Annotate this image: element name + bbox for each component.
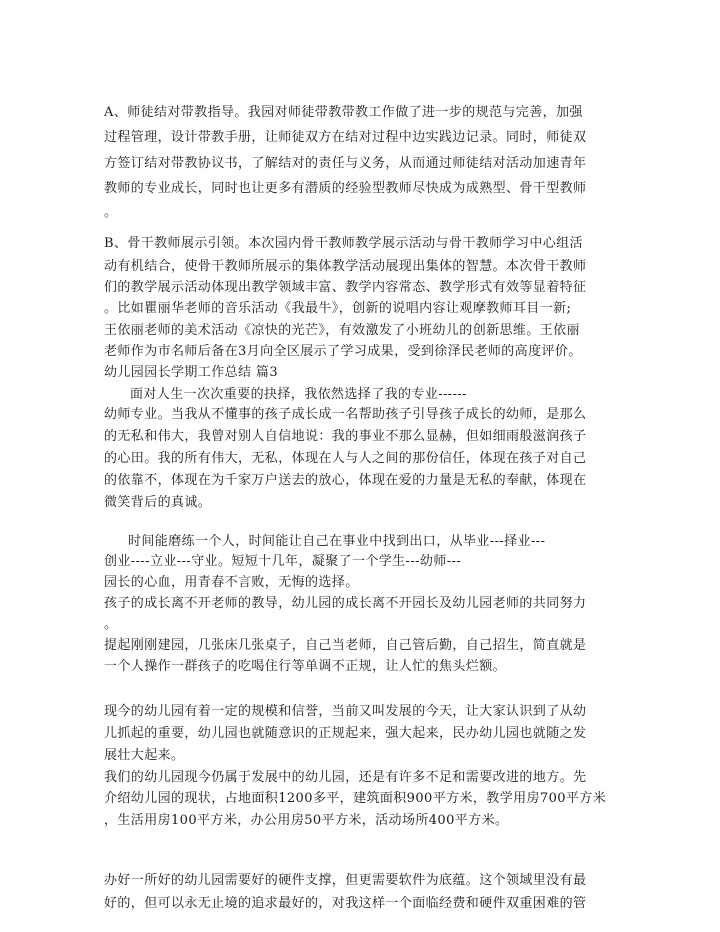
text-line: 。比如瞿丽华老师的音乐活动《我最牛》，创新的说唱内容让观摩教师耳目一新; bbox=[104, 301, 572, 316]
text-line: 。 bbox=[104, 617, 118, 632]
text-line: 现今的幼儿园有着一定的规模和信誉，当前又叫发展的今天，让大家认识到了从幼 bbox=[104, 704, 587, 719]
text-line: 好的，但可以永无止境的追求最好的，对我这样一个面临经费和硬件双重困难的管 bbox=[104, 896, 587, 911]
text-line: 教师的专业成长，同时也让更多有潜质的经验型教师尽快成为成熟型、骨干型教师 bbox=[104, 181, 587, 196]
text-line: 提起刚刚建园，几张床几张桌子，自己当老师，自己管后勤，自己招生，简直就是 bbox=[104, 638, 587, 653]
text-line: 孩子的成长离不开老师的教导，幼儿园的成长离不开园长及幼儿园老师的共同努力 bbox=[104, 596, 587, 611]
text-line: ，生活用房100平方米，办公用房50平方米，活动场所400平方米。 bbox=[104, 813, 509, 828]
text-line: 办好一所好的幼儿园需要好的硬件支撑，但更需要软件为底蕴。这个领域里没有最 bbox=[104, 873, 587, 888]
text-line: 幼师专业。当我从不懂事的孩子成长成一名帮助孩子引导孩子成长的幼师，是那么 bbox=[104, 407, 587, 422]
text-line: A、师徒结对带教指导。我园对师徒带教带教工作做了进一步的规范与完善，加强 bbox=[104, 105, 583, 120]
text-line: 时间能磨练一个人，时间能让自己在事业中找到出口，从毕业---择业--- bbox=[128, 534, 546, 549]
text-line: 方签订结对带教协议书，了解结对的责任与义务，从而通过师徒结对活动加速青年 bbox=[104, 156, 587, 171]
text-line: 我们的幼儿园现今仍属于发展中的幼儿园，还是有许多不足和需要改进的地方。先 bbox=[104, 770, 587, 785]
text-line: 过程管理，设计带教手册，让师徒双方在结对过程中边实践边记录。同时，师徒双 bbox=[104, 130, 587, 145]
text-line: 们的教学展示活动体现出教学领域丰富、教学内容常态、教学形式有效等显着特征 bbox=[104, 280, 587, 295]
text-line: 的心田。我的所有伟大，无私，体现在人与人之间的那份信任，体现在孩子对自己 bbox=[104, 451, 587, 466]
text-line: 儿抓起的重要，幼儿园也就随意识的正规起来，强大起来，民办幼儿园也就随之发 bbox=[104, 726, 587, 741]
text-line: 老师作为市名师后备在3月向全区展示了学习成果，受到徐泽民老师的高度评价。 bbox=[104, 344, 582, 359]
text-line: 园长的心血，用青春不言败，无悔的选择。 bbox=[104, 575, 359, 590]
text-line: 展壮大起来。 bbox=[104, 748, 185, 763]
text-line: 一个人操作一群孩子的吃喝住行等单调不正规，让人忙的焦头烂额。 bbox=[104, 659, 507, 674]
text-line: 面对人生一次次重要的抉择，我依然选择了我的专业------ bbox=[130, 387, 467, 402]
text-line: B、骨干教师展示引领。本次园内骨干教师教学展示活动与骨干教师学习中心组活 bbox=[104, 236, 583, 251]
section-heading: 幼儿园园长学期工作总结 篇3 bbox=[104, 365, 279, 380]
text-line: 王依丽老师的美术活动《凉快的光芒》，有效激发了小班幼儿的创新思维。王依丽 bbox=[104, 323, 580, 338]
text-line: 。 bbox=[104, 205, 118, 220]
text-line: 介绍幼儿园的现状，占地面积1200多平，建筑面积900平方米，教学用房700平方米 bbox=[104, 791, 607, 806]
text-line: 动有机结合，使骨干教师所展示的集体教学活动展现出集体的智慧。本次骨干教师 bbox=[104, 259, 587, 274]
text-line: 的依靠不，体现在为千家万户送去的放心，体现在爱的力量是无私的奉献，体现在 bbox=[104, 473, 587, 488]
text-line: 微笑背后的真诚。 bbox=[104, 495, 212, 510]
text-line: 创业----立业---守业。短短十几年，凝聚了一个学生---幼师--- bbox=[104, 554, 462, 569]
text-line: 的无私和伟大，我曾对别人自信地说：我的事业不那么显赫，但如细雨般滋润孩子 bbox=[104, 429, 587, 444]
